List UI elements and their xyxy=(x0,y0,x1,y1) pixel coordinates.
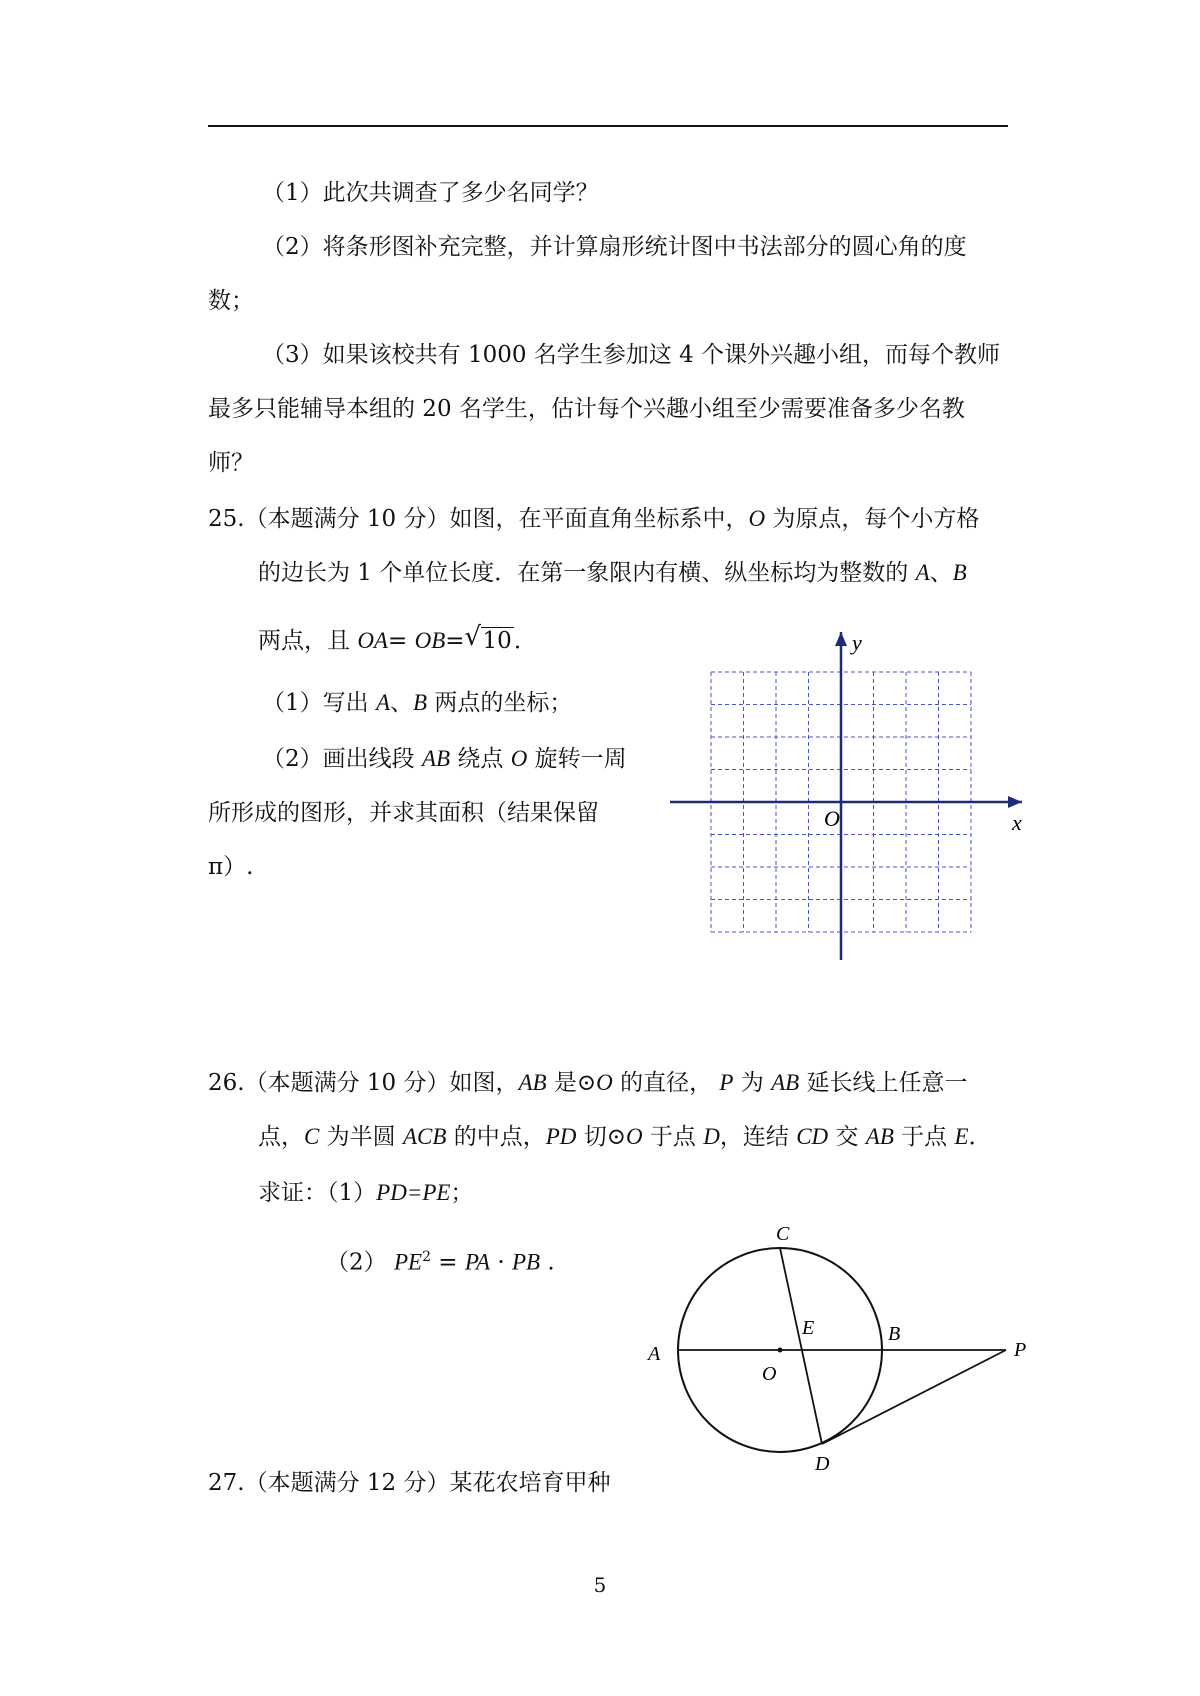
q25-line1: 25.（本题满分 10 分）如图，在平面直角坐标系中，O 为原点，每个小方格 xyxy=(208,506,980,532)
sqrt-ten: √ 10 xyxy=(464,622,512,654)
header-rule xyxy=(208,125,1008,127)
q25-line2: 的边长为 1 个单位长度．在第一象限内有横、纵坐标均为整数的 A、B xyxy=(258,560,967,586)
label-o: O xyxy=(762,1363,777,1385)
circle-tangent-figure xyxy=(640,1222,1040,1482)
q26-line2: 点，C 为半圆 ACB 的中点，PD 切⊙O 于点 D，连结 CD 交 AB 于点 E． xyxy=(258,1124,992,1150)
q25-line3: 两点，且 OA= OB= √ 10． xyxy=(258,622,537,654)
q24-part2-line1: （2）将条形图补充完整，并计算扇形统计图中书法部分的圆心角的度 xyxy=(262,234,967,260)
x-axis-label: x xyxy=(1012,810,1022,835)
q24-part3-line3: 师？ xyxy=(208,450,254,476)
q24-part1: （1）此次共调查了多少名同学？ xyxy=(262,180,599,206)
q24-part3-line1: （3）如果该校共有 1000 名学生参加这 4 个课外兴趣小组，而每个教师 xyxy=(262,342,1001,368)
q26-prove-part1: 求证：（1）PD=PE； xyxy=(258,1180,474,1206)
q25-part2-line2: 所形成的图形，并求其面积（结果保留 xyxy=(208,800,599,826)
q25-part2-line1: （2）画出线段 AB 绕点 O 旋转一周 xyxy=(262,746,627,772)
label-p: P xyxy=(1014,1339,1027,1361)
label-a: A xyxy=(648,1343,661,1365)
q26-prove-part2: （2） $PE^2$ = PA · PB . xyxy=(326,1249,555,1276)
x-axis-arrow xyxy=(1008,796,1022,808)
label-d: D xyxy=(815,1453,830,1475)
label-b: B xyxy=(888,1323,901,1345)
q24-part3-line2: 最多只能辅导本组的 20 名学生，估计每个兴趣小组至少需要准备多少名教 xyxy=(208,396,965,422)
label-c: C xyxy=(776,1223,790,1245)
y-axis-arrow xyxy=(835,632,847,646)
coordinate-grid-figure xyxy=(660,628,1030,968)
label-e: E xyxy=(802,1317,815,1339)
q26-line1: 26.（本题满分 10 分）如图，AB 是⊙O 的直径， P 为 AB 延长线上任意一 xyxy=(208,1070,968,1096)
q25-part2-line3: π）. xyxy=(208,854,254,880)
chord-cd xyxy=(780,1248,822,1444)
q25-part1: （1）写出 A、B 两点的坐标； xyxy=(262,690,573,716)
q27-line1: 27.（本题满分 12 分）某花农培育甲种 xyxy=(208,1470,611,1496)
tangent-pd xyxy=(822,1350,1006,1444)
page-number: 5 xyxy=(593,1573,607,1597)
origin-label: O xyxy=(824,806,840,831)
center-point xyxy=(778,1348,783,1353)
y-axis-label: y xyxy=(852,630,862,655)
q24-part2-line2: 数； xyxy=(208,288,254,314)
